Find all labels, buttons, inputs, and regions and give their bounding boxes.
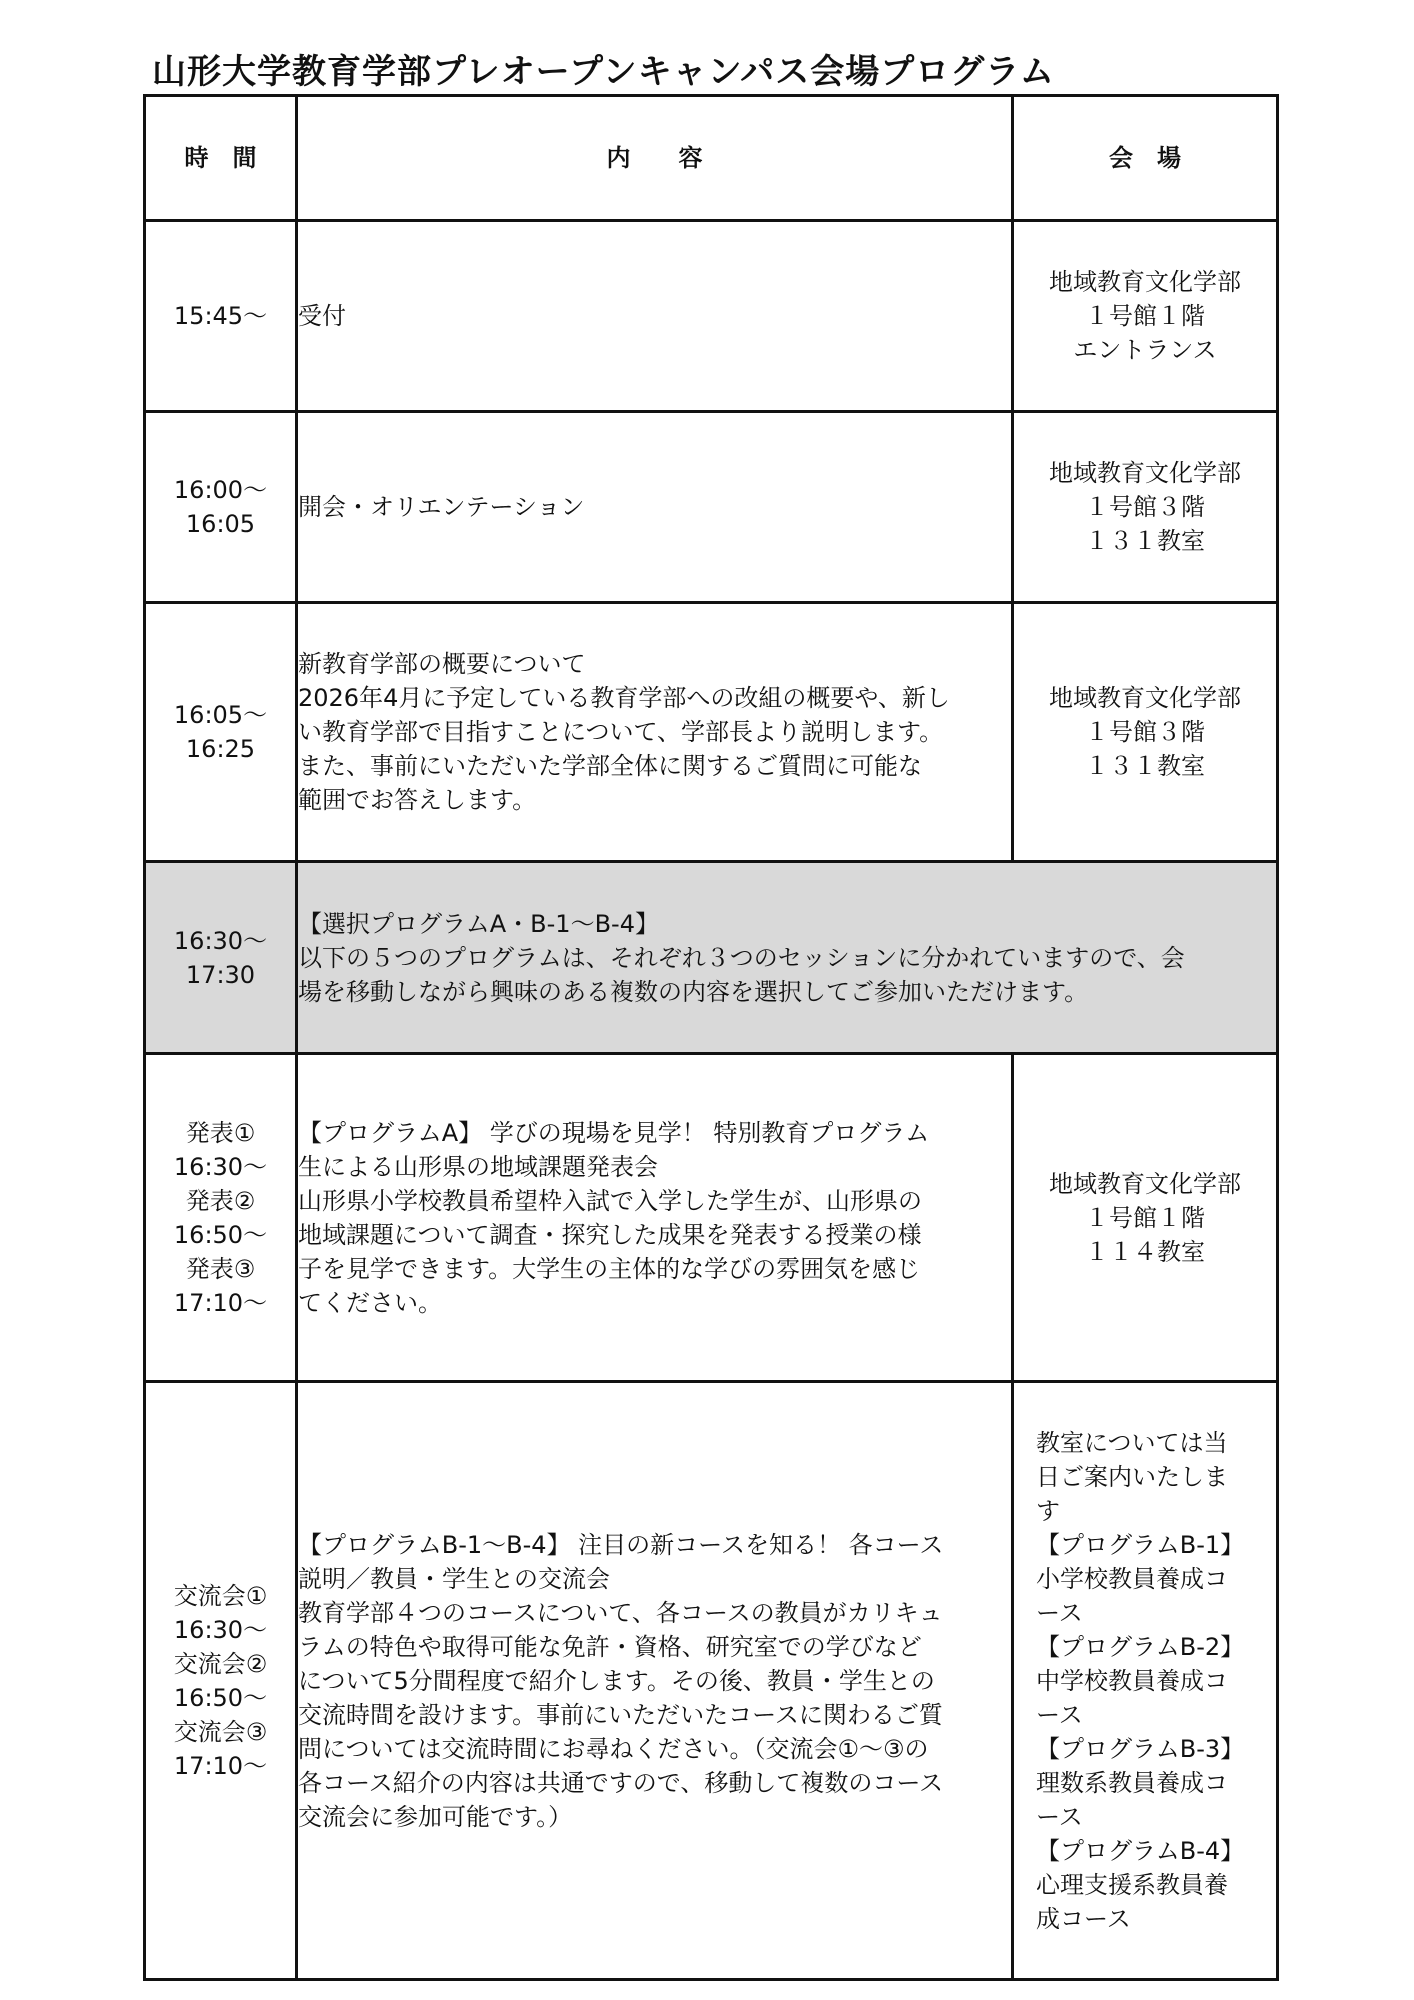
venue-cell: 地域教育文化学部 １号館３階 １３１教室 [1013,603,1278,862]
time-cell: 16:30～ 17:30 [145,862,297,1054]
content-cell: 開会・オリエンテーション [297,412,1013,603]
table-row [145,1054,1278,1382]
venue-cell: 地域教育文化学部 １号館３階 １３１教室 [1013,412,1278,603]
time-cell: 15:45～ [145,221,297,412]
table-row [145,603,1278,862]
time-cell: 16:05～ 16:25 [145,603,297,862]
time-cell: 16:00～ 16:05 [145,412,297,603]
table-row [145,221,1278,412]
header-venue: 会 場 [1013,96,1278,221]
header-content: 内 容 [297,96,1013,221]
time-cell: 交流会① 16:30～ 交流会② 16:50～ 交流会③ 17:10～ [145,1382,297,1980]
page-title: 山形大学教育学部プレオープンキャンパス会場プログラム [152,52,1055,92]
content-cell: 受付 [297,221,1013,412]
table-row [145,1382,1278,1980]
table-row [145,412,1278,603]
time-cell: 発表① 16:30～ 発表② 16:50～ 発表③ 17:10～ [145,1054,297,1382]
content-cell: 【プログラムB-1～B-4】 注目の新コースを知る！ 各コース 説明／教員・学生との交流会 教育学部４つのコースについて、各コースの教員がカリキュ ラムの特色や取得可能な免許・資格、研究室での学びなど について5分間程度で紹介します。その後、教員・学生との 交流時間を設けます。事前にいただいたコースに関わるご質 問については交流時間にお尋ねください。（交流会①～③の 各コース紹介の内容は共通ですので、移動して複数のコース 交流会に参加可能です。） [297,1382,1013,1980]
venue-cell: 地域教育文化学部 １号館１階 エントランス [1013,221,1278,412]
content-cell: 新教育学部の概要について 2026年4月に予定している教育学部への改組の概要や、新し い教育学部で目指すことについて、学部長より説明します。 また、事前にいただいた学部全体に関するご質問に可能な 範囲でお答えします。 [297,603,1013,862]
header-row [145,96,1278,221]
table-row-selection [145,862,1278,1054]
content-cell: 【プログラムA】 学びの現場を見学！ 特別教育プログラム 生による山形県の地域課題発表会 山形県小学校教員希望枠入試で入学した学生が、山形県の 地域課題について調査・探究した成果を発表する授業の様 子を見学できます。大学生の主体的な学びの雰囲気を感じ てください。 [297,1054,1013,1382]
program-table [143,94,1279,1981]
venue-cell: 地域教育文化学部 １号館１階 １１４教室 [1013,1054,1278,1382]
content-cell: 【選択プログラムA・B-1～B-4】 以下の５つのプログラムは、それぞれ３つのセッションに分かれていますので、会 場を移動しながら興味のある複数の内容を選択してご参加いただけます。 [297,862,1278,1054]
header-time: 時 間 [145,96,297,221]
venue-cell: 教室については当 日ご案内いたしま す 【プログラムB-1】 小学校教員養成コ ース 【プログラムB-2】 中学校教員養成コ ース 【プログラムB-3】 理数系教員養成コ ース 【プログラムB-4】 心理支援系教員養 成コース [1013,1382,1278,1980]
